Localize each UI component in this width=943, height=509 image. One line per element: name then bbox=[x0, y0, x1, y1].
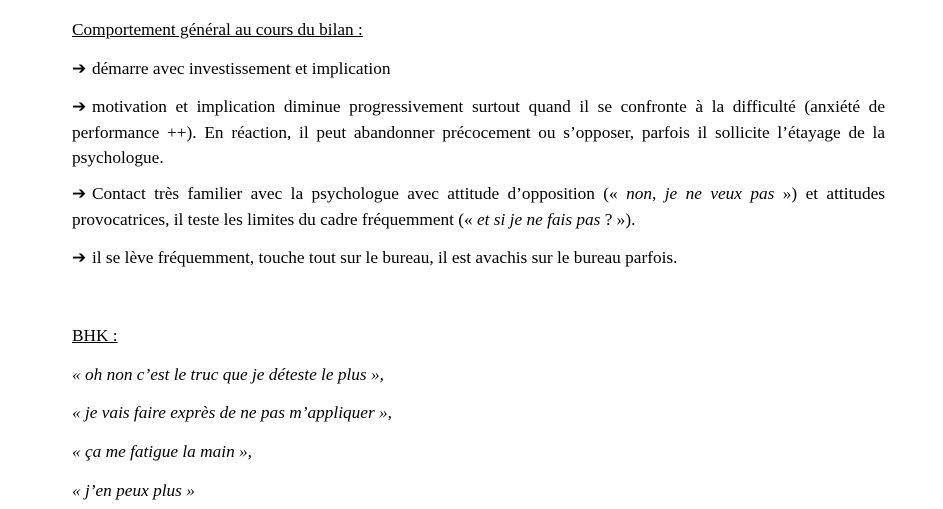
arrow-right-icon: ➔ bbox=[72, 184, 87, 204]
bhk-quote-3: « ça me fatigue la main », bbox=[72, 442, 252, 461]
behavior-heading: Comportement général au cours du bilan : bbox=[72, 20, 363, 39]
behavior-item-3 bbox=[72, 181, 885, 232]
arrow-right-icon: ➔ bbox=[72, 59, 87, 79]
behavior-item-3-text-c: ») et attitudes provocatrices, il teste les limites du cadre fréquemment (« bbox=[72, 184, 885, 229]
behavior-item-3-quote-2: et si je ne fais pas bbox=[472, 210, 601, 229]
behavior-item-4 bbox=[72, 245, 885, 271]
behavior-item-1 bbox=[72, 56, 885, 82]
bhk-quote-1: « oh non c’est le truc que je déteste le plus », bbox=[72, 365, 384, 384]
arrow-right-icon: ➔ bbox=[72, 97, 87, 117]
behavior-item-2 bbox=[72, 94, 885, 170]
behavior-item-3-text-a: Contact très familier avec la psychologue avec attitude d’opposition (« bbox=[92, 184, 618, 203]
behavior-item-1-text: démarre avec investissement et implication bbox=[92, 59, 391, 78]
bhk-heading: BHK : bbox=[72, 326, 118, 345]
bhk-quote-4: « j’en peux plus » bbox=[72, 481, 195, 500]
behavior-item-4-text: il se lève fréquemment, touche tout sur le bureau, il est avachis sur le bureau parfois. bbox=[92, 248, 678, 267]
behavior-item-2-text: motivation et implication diminue progressivement surtout quand il se confronte à la difficulté (anxiété de performance ++). En réaction, il peut abandonner précocement ou s’opposer, parfois il sollicite l’étayage de la psychologue. bbox=[72, 97, 885, 167]
arrow-right-icon: ➔ bbox=[72, 248, 87, 268]
behavior-item-3-text-e: ? »). bbox=[600, 210, 636, 229]
bhk-quote-2: « je vais faire exprès de ne pas m’appliquer », bbox=[72, 403, 392, 422]
behavior-item-3-quote-1: non, je ne veux pas bbox=[617, 184, 775, 203]
